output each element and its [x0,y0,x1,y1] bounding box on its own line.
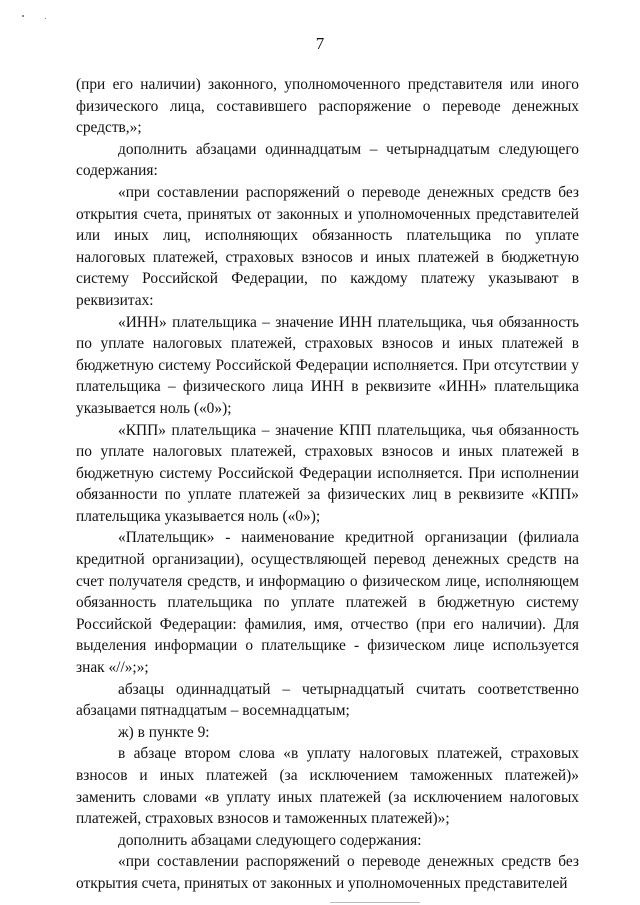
paragraph: ж) в пункте 9: [118,723,210,741]
paragraph: абзацы одиннадцатый – четырнадцатый считать соответственно абзацами пятнадцатым – восемнадцатым; [76,680,579,720]
paragraph: «при составлении распоряжений о переводе денежных средств без открытия счета, принятых от законных и уполномоченных представителей [76,853,579,892]
paragraph: «Плательщик» - наименование кредитной организации (филиала кредитной организации), осуществляющей перевод денежных средств на счет получателя средств, и информацию о физическом лице, исполняющем обязанность плательщика по уплате платежей в бюджетную систему Российской Федерации: фамилия, имя, отчество (при его наличии). Для выделения информации о плательщике - физическом лице используется знак «//»;»; [76,529,579,677]
scan-speck [22,15,24,17]
paragraph: «ИНН» плательщика – значение ИНН плательщика, чья обязанность по уплате налоговых платежей, страховых взносов и иных платежей в бюджетную систему Российской Федерации исполняется. При отсутствии у плательщика – физического лица ИНН в реквизите «ИНН» плательщика указывается ноль («0»); [76,313,579,417]
paragraph: (при его наличии) законного, уполномоченного представителя или иного физического лица, составившего распоряжение о переводе денежных средств,»; [76,76,579,137]
scan-speck [45,18,46,19]
page-number: 7 [315,34,325,53]
paragraph: «КПП» плательщика – значение КПП плательщика, чья обязанность по уплате налоговых платежей, страховых взносов и иных платежей в бюджетную систему Российской Федерации исполняется. При исполнении обязанности по уплате платежей за физических лиц в реквизите «КПП» плательщика указывается ноль («0»); [76,421,579,525]
paragraph: в абзаце втором слова «в уплату налоговых платежей, страховых взносов и иных платежей (за исключением таможенных платежей)» заменить словами «в уплату иных платежей (за исключением налоговых платежей, страховых взносов и таможенных платежей)»; [76,745,579,828]
paragraph: дополнить абзацами следующего содержания: [118,831,422,849]
document-body [76,74,579,895]
scan-edge-line [330,902,420,903]
paragraph: «при составлении распоряжений о переводе денежных средств без открытия счета, принятых от законных и уполномоченных представителей или иных лиц, исполняющих обязанность плательщика по уплате налоговых платежей, страховых взносов и иных платежей в бюджетную систему Российской Федерации, по каждому платежу указывают в реквизитах: [76,183,579,309]
paragraph: дополнить абзацами одиннадцатым – четырнадцатым следующего содержания: [76,140,579,180]
